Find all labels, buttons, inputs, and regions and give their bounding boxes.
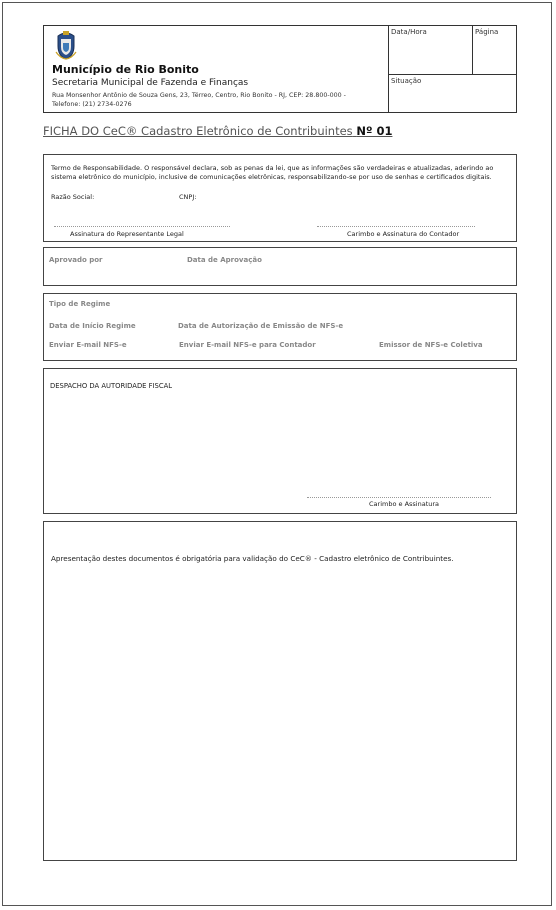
tipo-regime-label: Tipo de Regime <box>49 300 111 308</box>
address <box>52 91 382 109</box>
enviar-email-contador-label: Enviar E-mail NFS-e para Contador <box>179 341 316 349</box>
responsabilidade-section <box>43 154 517 242</box>
situacao-cell <box>389 75 517 112</box>
municipality-name: Município de Rio Bonito <box>52 63 199 76</box>
municipal-crest-icon <box>54 30 78 60</box>
contador-signature-line <box>317 226 475 227</box>
termo-responsabilidade: Termo de Responsabilidade. O responsável declara, sob as penas da lei, que as informações são verdadeiras e atualizadas, aderindo ao sistema eletrônico do município, inclusive de comunicações eletrônicas, responsabilizando-se por uso de senhas e certificados digitais. <box>51 164 494 181</box>
pagina-label: Página <box>475 28 499 36</box>
situacao-label: Situação <box>391 77 422 85</box>
header-info <box>44 26 388 112</box>
contador-signature-label: Carimbo e Assinatura do Contador <box>347 230 460 238</box>
emissor-coletiva-label: Emissor de NFS-e Coletiva <box>379 341 483 349</box>
data-autorizacao-label: Data de Autorização de Emissão de NFS-e <box>178 322 344 330</box>
aprovacao-section <box>43 247 517 286</box>
form-title-text: FICHA DO CeC® Cadastro Eletrônico de Contribuintes <box>43 124 353 138</box>
address-line-2: Telefone: (21) 2734-0276 <box>52 101 132 108</box>
cnpj-label: CNPJ: <box>179 193 197 201</box>
data-hora-cell <box>389 26 473 75</box>
address-line-1: Rua Monsenhor Antônio de Souza Gens, 23, Térreo, Centro, Rio Bonito - RJ, CEP: 28.800-000 - <box>52 92 346 99</box>
representante-signature-line <box>54 226 230 227</box>
data-inicio-regime-label: Data de Início Regime <box>49 322 136 330</box>
despacho-signature-line <box>307 497 491 498</box>
form-number: Nº 01 <box>356 124 393 138</box>
despacho-signature-label: Carimbo e Assinatura <box>369 500 440 508</box>
data-hora-label: Data/Hora <box>391 28 427 36</box>
secretaria-name: Secretaria Municipal de Fazenda e Finanças <box>52 78 249 88</box>
representante-signature-label: Assinatura do Representante Legal <box>70 230 184 238</box>
razao-social-label: Razão Social: <box>51 193 95 201</box>
pagina-cell <box>473 26 517 75</box>
enviar-email-label: Enviar E-mail NFS-e <box>49 341 127 349</box>
header-meta <box>388 26 517 112</box>
despacho-title: DESPACHO DA AUTORIDADE FISCAL <box>50 382 173 390</box>
apresentacao-text: Apresentação destes documentos é obrigatória para validação do CeC® - Cadastro eletrônico de Contribuintes. <box>51 554 454 563</box>
form-title <box>43 124 392 138</box>
despacho-section <box>43 368 517 514</box>
data-aprovacao-label: Data de Aprovação <box>187 256 262 264</box>
document-page <box>2 2 552 906</box>
header-box <box>43 25 517 113</box>
aprovado-por-label: Aprovado por <box>49 256 103 264</box>
apresentacao-section <box>43 521 517 861</box>
regime-section <box>43 293 517 361</box>
